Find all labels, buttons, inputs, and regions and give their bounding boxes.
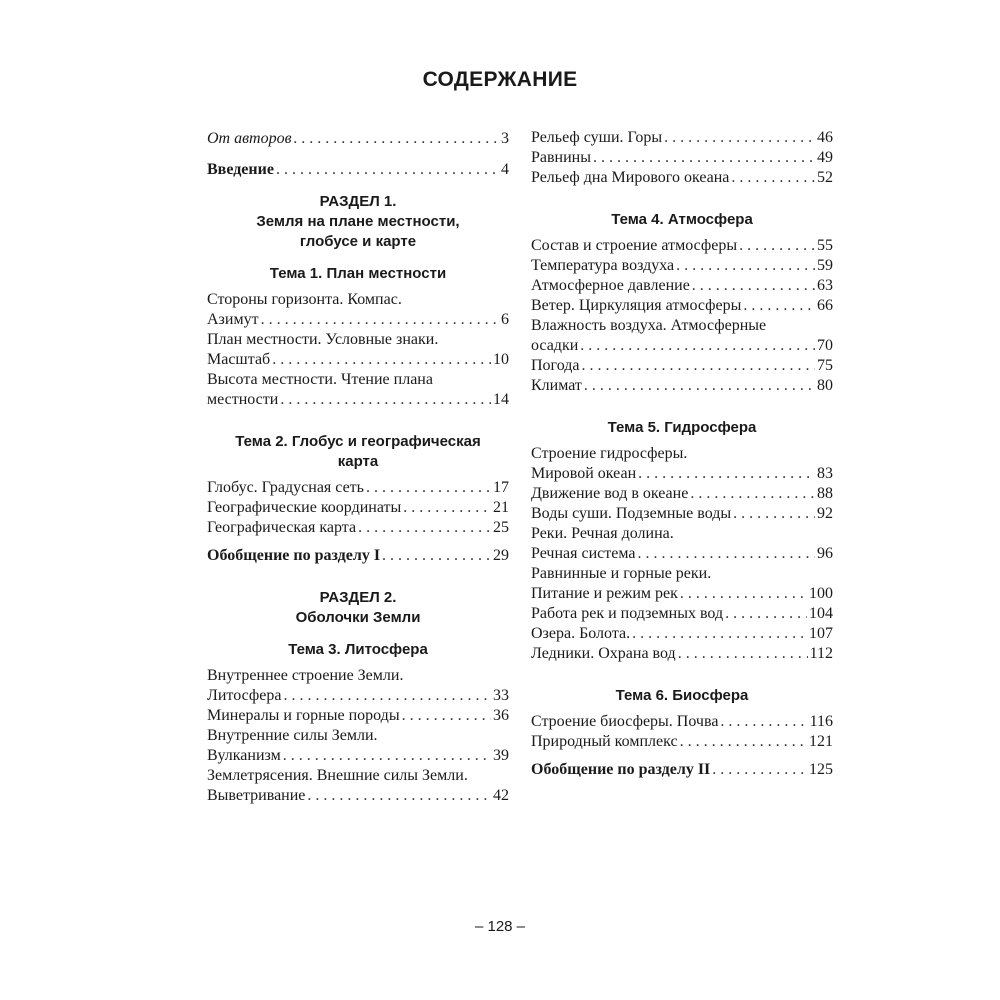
- leader-dots: [692, 276, 815, 296]
- toc-entry[interactable]: Природный комплекс . . . 121: [531, 732, 833, 752]
- leader-dots: [676, 256, 815, 276]
- leader-dots: [402, 706, 491, 726]
- toc-entry[interactable]: Ветер. Циркуляция атмосферы . . . 66: [531, 296, 833, 316]
- leader-dots: [283, 746, 491, 766]
- leader-dots: [680, 584, 807, 604]
- topic-heading: Тема 5. Гидросфера: [607, 419, 757, 436]
- leader-dots: [720, 712, 807, 732]
- leader-dots: [403, 498, 491, 518]
- leader-dots: [276, 160, 499, 180]
- toc-entry[interactable]: Речная система . . . 96: [531, 544, 833, 564]
- leader-dots: [358, 518, 491, 538]
- toc-entry[interactable]: Погода . . . 75: [531, 356, 833, 376]
- leader-dots: [272, 350, 491, 370]
- leader-dots: [638, 464, 815, 484]
- toc-entry[interactable]: Рельеф дна Мирового океана . . . 52: [531, 168, 833, 188]
- section-heading: РАЗДЕЛ 2. Оболочки Земли: [295, 589, 421, 626]
- toc-entry[interactable]: Работа рек и подземных вод . . . 104: [531, 604, 833, 624]
- toc-entry[interactable]: Выветривание . . . 42: [207, 786, 509, 806]
- toc-entry[interactable]: Движение вод в океане . . . 88: [531, 484, 833, 504]
- toc-entry[interactable]: Географические координаты . . . 21: [207, 498, 509, 518]
- toc-entry[interactable]: Ледники. Охрана вод . . . 112: [531, 644, 833, 664]
- toc-entry[interactable]: Литосфера . . . 33: [207, 686, 509, 706]
- leader-dots: [637, 544, 815, 564]
- leader-dots: [739, 236, 815, 256]
- toc-entry[interactable]: Климат . . . 80: [531, 376, 833, 396]
- toc-entry[interactable]: Обобщение по разделу I . . . 29: [207, 546, 509, 566]
- topic-heading: Тема 6. Биосфера: [615, 687, 749, 704]
- toc-right-column: Рельеф суши. Горы . . . 46 Равнины . . . 49 Рельеф дна Мирового океана . . . 52 Тема 4. Атмосфера Состав и строение атмосферы . . . 55 Температура воздуха . . . 59 Атмосферное давление . . . 63 Ветер. Циркуляция атмосферы . . . 66 Влажность воздуха. Атмосферные осадки . . . 70 Погода . . . 75 Климат . . . 80 Тема 5. Гидросфера Строение гидросферы. Мировой океан . . . 83 Движение вод в океане . . . 88 Воды суши. Подземные воды . . . 92 Реки. Речная долина. Речная система . . . 96 Равнинные и горные реки. Питание и режим рек . . . 100 Работа рек и подземных вод . . . 104 Озера. Болота. . . . 107 Ледники. Охрана вод . . . 112 Тема 6. Биосфера Строение биосферы. Почва . . . 116 Природный комплекс . . . 121 Обобщение по разделу II . . . 125: [531, 128, 833, 780]
- leader-dots: [584, 376, 815, 396]
- toc-entry[interactable]: Озера. Болота. . . . 107: [531, 624, 833, 644]
- toc-entry[interactable]: Вулканизм . . . 39: [207, 746, 509, 766]
- toc-entry[interactable]: Питание и режим рек . . . 100: [531, 584, 833, 604]
- leader-dots: [307, 786, 491, 806]
- leader-dots: [733, 504, 815, 524]
- toc-entry[interactable]: От авторов . . . 3: [207, 128, 509, 152]
- leader-dots: [582, 356, 816, 376]
- leader-dots: [280, 390, 491, 410]
- toc-left-column: От авторов . . . 3 Введение . . . 4 РАЗДЕЛ 1. Земля на плане местности, глобусе и карте Тема 1. План местности Стороны горизонта. Компас. Азимут . . . 6 План местности. Условные знаки. Масштаб . . . 10 Высота местности. Чтение плана местности . . . 14 Тема 2. Глобус и географическая карта Глобус. Градусная сеть . . . 17 Географические координаты . . . 21 Географическая карта . . . 25 Обобщение по разделу I . . . 29 РАЗДЕЛ 2. Оболочки Земли Тема 3. Литосфера Внутреннее строение Земли. Литосфера . . . 33 Минералы и горные породы . . . 36 Внутренние силы Земли. Вулканизм . . . 39 Землетрясения. Внешние силы Земли. Выветривание . . . 42: [207, 128, 509, 806]
- leader-dots: [632, 624, 807, 644]
- topic-heading: Тема 3. Литосфера: [288, 641, 428, 658]
- toc-entry[interactable]: Воды суши. Подземные воды . . . 92: [531, 504, 833, 524]
- toc-entry[interactable]: местности . . . 14: [207, 390, 509, 410]
- toc-entry[interactable]: Рельеф суши. Горы . . . 46: [531, 128, 833, 148]
- section-heading: РАЗДЕЛ 1. Земля на плане местности, глобусе и карте: [256, 193, 460, 250]
- toc-entry[interactable]: Географическая карта . . . 25: [207, 518, 509, 538]
- leader-dots: [680, 732, 807, 752]
- leader-dots: [580, 336, 815, 356]
- toc-entry[interactable]: Азимут . . . 6: [207, 310, 509, 330]
- leader-dots: [366, 478, 491, 498]
- toc-entry[interactable]: Введение . . . 4: [207, 160, 509, 180]
- toc-entry[interactable]: Минералы и горные породы . . . 36: [207, 706, 509, 726]
- topic-heading: Тема 4. Атмосфера: [611, 211, 753, 228]
- toc-entry[interactable]: Глобус. Градусная сеть . . . 17: [207, 478, 509, 498]
- leader-dots: [261, 310, 499, 330]
- topic-heading: Тема 1. План местности: [269, 265, 447, 282]
- toc-entry[interactable]: Равнины . . . 49: [531, 148, 833, 168]
- leader-dots: [678, 644, 808, 664]
- leader-dots: [382, 546, 491, 566]
- leader-dots: [725, 604, 807, 624]
- leader-dots: [664, 128, 815, 148]
- toc-entry[interactable]: осадки . . . 70: [531, 336, 833, 356]
- leader-dots: [283, 686, 491, 706]
- topic-heading: Тема 2. Глобус и географическая карта: [235, 433, 481, 470]
- toc-entry[interactable]: Температура воздуха . . . 59: [531, 256, 833, 276]
- leader-dots: [743, 296, 815, 316]
- page-title: СОДЕРЖАНИЕ: [422, 68, 578, 91]
- toc-entry[interactable]: Строение биосферы. Почва . . . 116: [531, 712, 833, 732]
- leader-dots: [690, 484, 815, 504]
- leader-dots: [593, 148, 815, 168]
- toc-entry[interactable]: Мировой океан . . . 83: [531, 464, 833, 484]
- toc-entry[interactable]: Атмосферное давление . . . 63: [531, 276, 833, 296]
- toc-entry[interactable]: Обобщение по разделу II . . . 125: [531, 760, 833, 780]
- leader-dots: [731, 168, 815, 188]
- toc-entry[interactable]: Масштаб . . . 10: [207, 350, 509, 370]
- leader-dots: [294, 128, 499, 150]
- leader-dots: [712, 760, 807, 780]
- toc-entry[interactable]: Состав и строение атмосферы . . . 55: [531, 236, 833, 256]
- page-number: – 128 –: [474, 918, 526, 935]
